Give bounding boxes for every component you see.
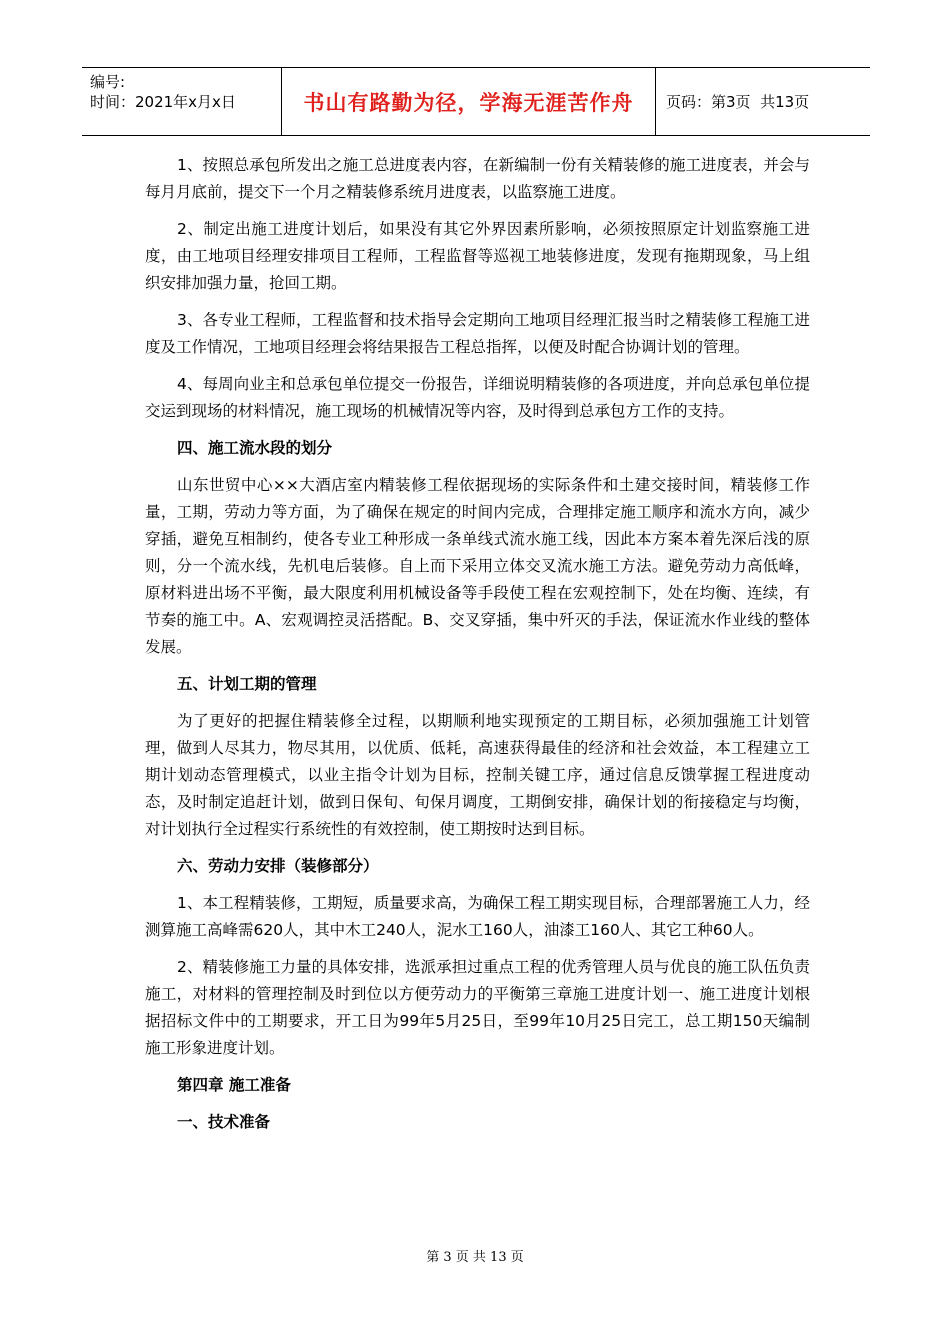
header-page-info [656, 68, 870, 135]
section-heading-6: 六、劳动力安排（装修部分） [177, 857, 379, 875]
paragraph-8: 2、精装修施工力量的具体安排，选派承担过重点工程的优秀管理人员与优良的施工队伍负责施工，对材料的管理控制及时到位以方便劳动力的平衡第三章施工进度计划一、施工进度计划根据招标文件中的工期要求，开工日为99年5月25日，至99年10月25日完工，总工期150天编制施工形象进度计划。 [145, 958, 810, 1057]
paragraph-4: 4、每周向业主和总承包单位提交一份报告，详细说明精装修的各项进度，并向总承包单位提交运到现场的材料情况，施工现场的机械情况等内容，及时得到总承包方工作的支持。 [145, 375, 810, 420]
header-meta [82, 68, 282, 135]
page-info-text: 页码：第3页 共13页 [666, 93, 810, 111]
chapter-heading-4: 第四章 施工准备 [177, 1076, 291, 1094]
paragraph-2: 2、制定出施工进度计划后，如果没有其它外界因素所影响，必须按照原定计划监察施工进度，由工地项目经理安排项目工程师，工程监督等巡视工地装修进度，发现有拖期现象，马上组织安排加强力量，抢回工期。 [145, 220, 810, 292]
paragraph-6: 为了更好的把握住精装修全过程，以期顺利地实现预定的工期目标，必须加强施工计划管理，做到人尽其力，物尽其用，以优质、低耗，高速获得最佳的经济和社会效益，本工程建立工期计划动态管理模式，以业主指令计划为目标，控制关键工序，通过信息反馈掌握工程进度动态，及时制定追赶计划，做到日保旬、旬保月调度，工期倒安排，确保计划的衔接稳定与均衡，对计划执行全过程实行系统性的有效控制，使工期按时达到目标。 [145, 712, 810, 838]
document-number-label: 编号: [90, 73, 126, 91]
document-date-label: 时间：2021年x月x日 [90, 93, 236, 111]
page-header [82, 67, 870, 136]
header-motto [282, 68, 656, 135]
document-body [145, 152, 810, 1146]
footer-page-number: 第 3 页 共 13 页 [426, 1250, 524, 1265]
paragraph-7: 1、本工程精装修，工期短，质量要求高，为确保工程工期实现目标，合理部署施工人力，经测算施工高峰需620人，其中木工240人，泥水工160人，油漆工160人、其它工种60人。 [145, 894, 810, 939]
section-heading-technical: 一、技术准备 [177, 1113, 271, 1131]
section-heading-5: 五、计划工期的管理 [177, 675, 317, 693]
paragraph-1: 1、按照总承包所发出之施工总进度表内容，在新编制一份有关精装修的施工进度表，并会与每月月底前，提交下一个月之精装修系统月进度表，以监察施工进度。 [145, 156, 810, 201]
motto-text: 书山有路勤为径，学海无涯苦作舟 [303, 90, 634, 115]
paragraph-5: 山东世贸中心××大酒店室内精装修工程依据现场的实际条件和土建交接时间，精装修工作量，工期，劳动力等方面，为了确保在规定的时间内完成，合理排定施工顺序和流水方向，减少穿插，避免互相制约，使各专业工种形成一条单线式流水施工线，因此本方案本着先深后浅的原则，分一个流水线，先机电后装修。自上而下采用立体交叉流水施工方法。避免劳动力高低峰，原材料进出场不平衡，最大限度利用机械设备等手段使工程在宏观控制下，处在均衡、连续，有节奏的施工中。A、宏观调控灵活搭配。B、交叉穿插，集中歼灭的手法，保证流水作业线的整体发展。 [145, 476, 810, 656]
page-footer [0, 1246, 950, 1265]
paragraph-3: 3、各专业工程师，工程监督和技术指导会定期向工地项目经理汇报当时之精装修工程施工进度及工作情况，工地项目经理会将结果报告工程总指挥，以便及时配合协调计划的管理。 [145, 311, 810, 356]
section-heading-4: 四、施工流水段的划分 [177, 439, 333, 457]
